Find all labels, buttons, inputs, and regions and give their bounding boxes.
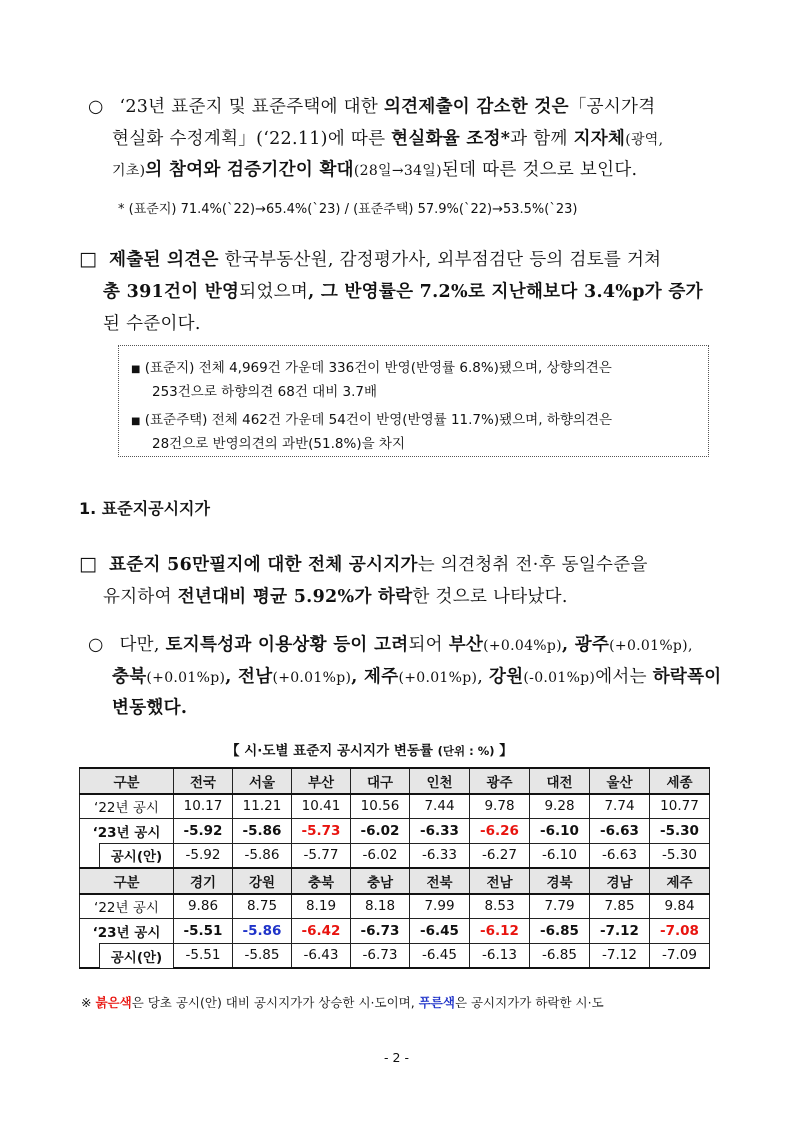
table-cell: 7.79 [530,894,590,919]
table-row [80,768,710,794]
table-cell: 8.18 [351,894,410,919]
text: , [477,667,489,687]
table-cell: 11.21 [233,794,292,819]
table-header-cell: 인천 [410,768,470,794]
table-cell: -5.30 [650,843,710,868]
text: (+0.04%p) [483,638,562,654]
text: 은 공시지가가 하락한 시·도 [454,995,604,1010]
circle-bullet: ○ [88,97,104,117]
emphasis: 변동했다. [112,698,188,718]
table-cell: -6.85 [530,943,590,968]
table-cell: -5.86 [233,819,292,844]
table-cell: -7.12 [590,919,650,944]
table-cell: -5.85 [233,943,292,968]
table-cell: -5.73 [292,819,351,844]
table-cell: -5.92 [174,843,233,868]
table-cell: -7.08 [650,919,710,944]
table-cell: 8.53 [470,894,530,919]
emphasis: 전년대비 평균 5.92%가 하락 [177,587,413,607]
table-cell: -6.27 [470,843,530,868]
table-cell-blank [80,843,100,868]
text: , [561,635,575,655]
emphasis: , 그 반영률은 7.2%로 지난해보다 3.4%p가 증가 [308,282,703,302]
page-number: - 2 - [384,1050,409,1065]
red-legend: 붉은색 [95,995,132,1010]
table-header-cell: 경남 [590,868,650,894]
emphasis: 부산 [448,635,484,655]
emphasis: 표준지 56만필지에 대한 전체 공시지가 [109,555,418,575]
emphasis: 총 391건이 반영 [103,282,240,302]
text: 는 의견청취 전·후 동일수준을 [417,555,648,575]
text: 기초) [112,163,146,179]
emphasis: 전남 [238,667,273,687]
table-row [80,868,710,894]
paragraph-2-line-2 [103,278,703,303]
box-item-1-line-1 [131,356,612,376]
text: , [225,667,239,687]
emphasis: 하락폭이 [652,667,722,687]
table-cell: 10.56 [351,794,410,819]
box-item-1-line-2: 253건으로 하향의견 68건 대비 3.7배 [152,384,378,400]
table-cell: 10.77 [650,794,710,819]
table-header-cell: 전국 [174,768,233,794]
emphasis: 충북 [112,667,147,687]
emphasis: 강원 [488,667,524,687]
text: (단위 : %) [437,744,495,758]
table-header-cell: 구분 [80,768,174,794]
emphasis: 의견제출이 감소한 것은 [383,97,569,117]
square-bullet: □ [79,248,98,270]
table-header-cell: 세종 [650,768,710,794]
table-cell: -6.63 [590,819,650,844]
text: 에서는 [595,667,653,687]
text: 되어 [408,635,449,655]
table-row-label: ‘22년 공시 [80,894,174,919]
table-row [80,919,710,944]
text: 된데 따른 것으로 보인다. [441,160,638,180]
text: (+0.01%p) [398,670,478,686]
table-cell: -6.02 [351,843,410,868]
table-header-cell: 경기 [174,868,233,894]
table-cell: -6.43 [292,943,351,968]
emphasis: 현실화율 조정* [391,129,511,149]
table-row [80,819,710,844]
table-cell: -5.77 [292,843,351,868]
text: (+0.01%p), [609,638,693,654]
table-cell: 7.74 [590,794,650,819]
table-cell: -6.10 [530,819,590,844]
table-row [80,894,710,919]
table-cell: 9.28 [530,794,590,819]
table-cell: -6.13 [470,943,530,968]
table-cell: -6.45 [410,943,470,968]
table-body [80,768,710,968]
square-bullet: □ [79,553,98,575]
emphasis: 제주 [364,667,399,687]
table-row [80,794,710,819]
emphasis: 제출된 의견은 [109,250,219,270]
table-row [80,843,710,868]
table-cell: 8.75 [233,894,292,919]
text: 은 당초 공시(안) 대비 공시지가가 상승한 시·도이며, [131,995,419,1010]
table-cell: 7.85 [590,894,650,919]
table-row-label: 공시(안) [100,943,174,968]
table-cell: -6.73 [351,919,410,944]
table-row-label: ‘23년 공시 [80,819,174,844]
table-header-cell: 부산 [292,768,351,794]
table-cell: -5.92 [174,819,233,844]
text: (28일→34일) [353,163,442,179]
emphasis: 광주 [574,635,610,655]
table-cell: 10.41 [292,794,351,819]
square-mark-icon: ■ [131,416,141,427]
box-item-2-line-1 [131,408,612,428]
emphasis: 토지특성과 이용상황 등이 고려 [165,635,409,655]
paragraph-2-line-1 [79,246,661,271]
text: 한국부동산원, 감정평가사, 외부점검단 등의 검토를 거쳐 [218,250,662,270]
emphasis: 지자체 [573,129,626,149]
text: 【 시·도별 표준지 공시지가 변동률 [226,743,438,759]
table-header-cell: 충남 [351,868,410,894]
section-heading: 1. 표준지공시지가 [79,499,210,518]
table-cell-blank [80,943,100,968]
table-header-cell: 서울 [233,768,292,794]
table-header-cell: 광주 [470,768,530,794]
table-cell: -6.63 [590,843,650,868]
table-cell: -6.26 [470,819,530,844]
table-cell: 9.86 [174,894,233,919]
table-cell: -6.33 [410,843,470,868]
text: 과 함께 [510,129,574,149]
table-row-label: ‘22년 공시 [80,794,174,819]
table-cell: 7.99 [410,894,470,919]
table-cell: -5.30 [650,819,710,844]
table-row-label: ‘23년 공시 [80,919,174,944]
table-header-cell: 강원 [233,868,292,894]
table-cell: -6.02 [351,819,410,844]
table-header-cell: 전북 [410,868,470,894]
text: (광역, [625,132,664,148]
emphasis: 의 참여와 검증기간이 확대 [145,160,354,180]
table-cell: 9.78 [470,794,530,819]
text: (+0.01%p) [272,670,352,686]
table-header-cell: 구분 [80,868,174,894]
table-cell: -6.12 [470,919,530,944]
paragraph-1-line-3 [112,156,637,181]
box-item-2-line-2: 28건으로 반영의견의 과반(51.8%)을 차지 [152,436,406,452]
table-caption [226,739,513,759]
paragraph-3-line-2 [103,583,568,608]
table-cell: -5.51 [174,943,233,968]
table-cell: 9.84 [650,894,710,919]
table-cell: 7.44 [410,794,470,819]
paragraph-3-line-1 [79,551,648,576]
table-cell: -6.45 [410,919,470,944]
table-cell: -6.33 [410,819,470,844]
blue-legend: 푸른색 [418,995,455,1010]
table-cell: -5.86 [233,843,292,868]
table-cell: -5.51 [174,919,233,944]
text: , [351,667,365,687]
paragraph-1-line-1 [88,93,655,118]
table-header-cell: 울산 [590,768,650,794]
paragraph-4-line-3 [112,694,187,719]
table-row [80,943,710,968]
table-cell: -6.73 [351,943,410,968]
paragraph-2-line-3: 된 수준이다. [103,314,201,334]
table-cell: 10.17 [174,794,233,819]
land-price-change-table [79,767,710,969]
text: 한 것으로 나타났다. [412,587,568,607]
text: 유지하여 [103,587,178,607]
table-header-cell: 제주 [650,868,710,894]
text: (표준주택) 전체 462건 가운데 54건이 반영(반영률 11.7%)됐으며, 하향의견은 [144,412,613,428]
table-cell: -6.42 [292,919,351,944]
table-row-label: 공시(안) [100,843,174,868]
text: (표준지) 전체 4,969건 가운데 336건이 반영(반영률 6.8%)됐으며, 상향의견은 [144,360,612,376]
text: (+0.01%p) [146,670,226,686]
table-footnote [81,993,604,1011]
table-header-cell: 대구 [351,768,410,794]
text: 되었으며 [239,282,309,302]
text: 「공시가격 [568,97,656,117]
table-cell: -5.86 [233,919,292,944]
text: (-0.01%p) [523,670,596,686]
paragraph-4-line-1 [88,631,693,656]
table-cell: -7.09 [650,943,710,968]
text: 다만, [119,635,166,655]
table-cell: -6.10 [530,843,590,868]
table-cell: -6.85 [530,919,590,944]
table-cell: 8.19 [292,894,351,919]
text: ‘23년 표준지 및 표준주택에 대한 [119,97,384,117]
table-cell: -7.12 [590,943,650,968]
reference-mark: ※ [81,995,96,1010]
table-header-cell: 전남 [470,868,530,894]
circle-bullet: ○ [88,635,104,655]
table-header-cell: 충북 [292,868,351,894]
summary-box [118,345,709,457]
text: 현실화 수정계획」(‘22.11)에 따른 [112,129,392,149]
square-mark-icon: ■ [131,364,141,375]
table-header-cell: 대전 [530,768,590,794]
paragraph-4-line-2 [112,663,722,688]
text: 】 [494,743,513,759]
paragraph-1-footnote: * (표준지) 71.4%(`22)→65.4%(`23) / (표준주택) 57.9%(`22)→53.5%(`23) [118,202,578,217]
table-header-cell: 경북 [530,868,590,894]
paragraph-1-line-2 [112,125,663,150]
